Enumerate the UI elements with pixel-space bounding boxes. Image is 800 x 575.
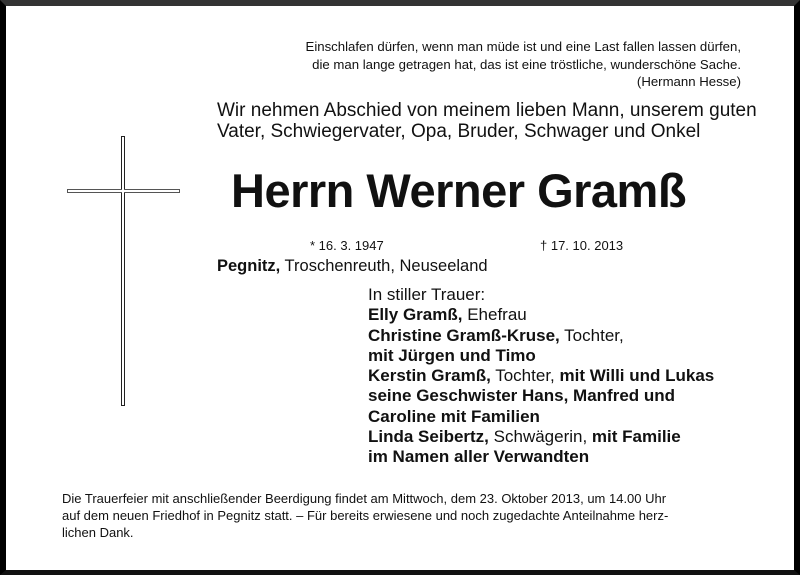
intro-line: Wir nehmen Abschied von meinem lieben Mann, unserem guten	[217, 100, 757, 121]
quote	[306, 38, 741, 91]
mourner-relation: Tochter,	[559, 325, 624, 345]
place-main: Pegnitz,	[217, 257, 281, 275]
footer-line: auf dem neuen Friedhof in Pegnitz statt. – Für bereits erwiesene und noch zugedachte Anteilnahme herz-	[62, 508, 669, 523]
places	[217, 257, 488, 276]
footer-line: lichen Dank.	[62, 525, 134, 540]
mourner-name: Christine Gramß-Kruse,	[368, 325, 560, 345]
funeral-info	[62, 490, 668, 541]
mourner-name: Linda Seibertz,	[368, 427, 489, 447]
cross-icon	[60, 130, 190, 415]
mourner-name: Kerstin Gramß,	[368, 366, 491, 386]
intro-text	[217, 100, 757, 142]
mourner-name: mit Jürgen und Timo	[368, 345, 536, 365]
mourner-line	[368, 305, 714, 325]
mourner-name: seine Geschwister Hans, Manfred und	[368, 386, 676, 406]
mourner-relation: Schwägerin,	[488, 427, 592, 447]
place-rest: Troschenreuth, Neuseeland	[280, 257, 488, 275]
quote-line: Einschlafen dürfen, wenn man müde ist und eine Last fallen lassen dürfen,	[305, 39, 741, 54]
mourner-name: Elly Gramß,	[368, 305, 463, 325]
mourner-line	[368, 447, 714, 467]
birth-date: * 16. 3. 1947	[310, 238, 384, 253]
mourner-line	[368, 407, 714, 427]
mourner-name: im Namen aller Verwandten	[368, 447, 590, 467]
death-date: † 17. 10. 2013	[540, 238, 624, 253]
mourner-line	[368, 326, 714, 346]
mourner-line	[368, 346, 714, 366]
intro-line: Vater, Schwiegervater, Opa, Bruder, Schwager und Onkel	[217, 121, 701, 142]
quote-line: die man lange getragen hat, das ist eine tröstliche, wunderschöne Sache.	[312, 56, 741, 72]
mourner-name: Caroline mit Familien	[368, 406, 540, 426]
mourner-line	[368, 366, 714, 386]
mourner-name: mit Willi und Lukas	[559, 366, 715, 386]
mourner-name: mit Familie	[591, 427, 681, 447]
mourners-heading: In stiller Trauer:	[368, 285, 486, 304]
mourner-relation: Tochter,	[490, 366, 560, 386]
deceased-name: Herrn Werner Gramß	[231, 164, 687, 217]
mourners-list	[368, 285, 714, 468]
footer-line: Die Trauerfeier mit anschließender Beerdigung findet am Mittwoch, dem 23. Oktober 2013, um 14.00 Uhr	[62, 491, 667, 506]
mourner-line	[368, 386, 714, 406]
mourner-relation: Ehefrau	[462, 305, 527, 325]
quote-author: (Hermann Hesse)	[636, 74, 741, 89]
mourner-line	[368, 427, 714, 447]
